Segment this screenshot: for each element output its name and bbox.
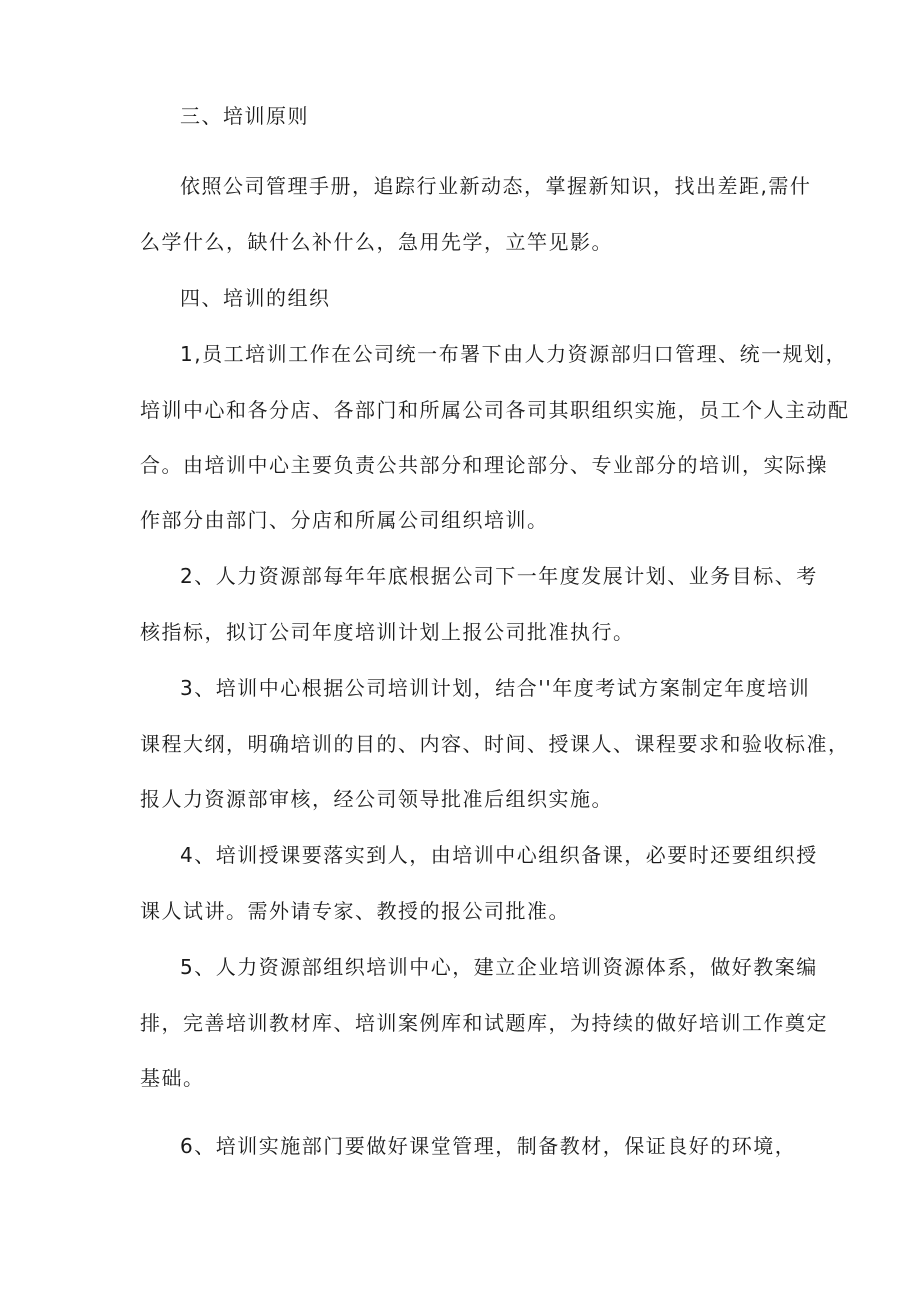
paragraph-line: 5、人力资源部组织培训中心，建立企业培训资源体系，做好教案编 — [180, 955, 818, 979]
paragraph-line: 培训中心和各分店、各部门和所属公司各司其职组织实施，员工个人主动配 — [140, 398, 850, 422]
paragraph-line: 合。由培训中心主要负责公共部分和理论部分、专业部分的培训，实际操 — [140, 453, 828, 477]
paragraph-line: 核指标，拟订公司年度培训计划上报公司批准执行。 — [140, 620, 635, 644]
paragraph-line: 2、人力资源部每年年底根据公司下一年度发展计划、业务目标、考 — [180, 564, 818, 588]
paragraph-line: 3、培训中心根据公司培训计划，结合''年度考试方案制定年度培训 — [180, 676, 811, 700]
paragraph-line: 依照公司管理手册，追踪行业新动态，掌握新知识，找出差距,需什 — [180, 174, 812, 198]
paragraph-line: 4、培训授课要落实到人，由培训中心组织备课，必要时还要组织授 — [180, 843, 818, 867]
paragraph-line: 6、培训实施部门要做好课堂管理，制备教材，保证良好的环境， — [180, 1134, 797, 1158]
paragraph-line: 课人试讲。需外请专家、教授的报公司批准。 — [140, 899, 570, 923]
section-heading-training-organization: 四、培训的组织 — [180, 286, 331, 310]
paragraph-line: 1,员工培训工作在公司统一布署下由人力资源部归口管理、统一规划， — [180, 342, 848, 366]
paragraph-line: 作部分由部门、分店和所属公司组织培训。 — [140, 508, 549, 532]
section-heading-training-principles: 三、培训原则 — [180, 104, 309, 128]
paragraph-line: 课程大纲，明确培训的目的、内容、时间、授课人、课程要求和验收标准， — [140, 732, 850, 756]
paragraph-line: 么学什么，缺什么补什么，急用先学，立竿见影。 — [140, 230, 613, 254]
paragraph-line: 报人力资源部审核，经公司领导批准后组织实施。 — [140, 787, 613, 811]
paragraph-line: 排，完善培训教材库、培训案例库和试题库，为持续的做好培训工作奠定 — [140, 1011, 828, 1035]
paragraph-line: 基础。 — [140, 1066, 205, 1090]
